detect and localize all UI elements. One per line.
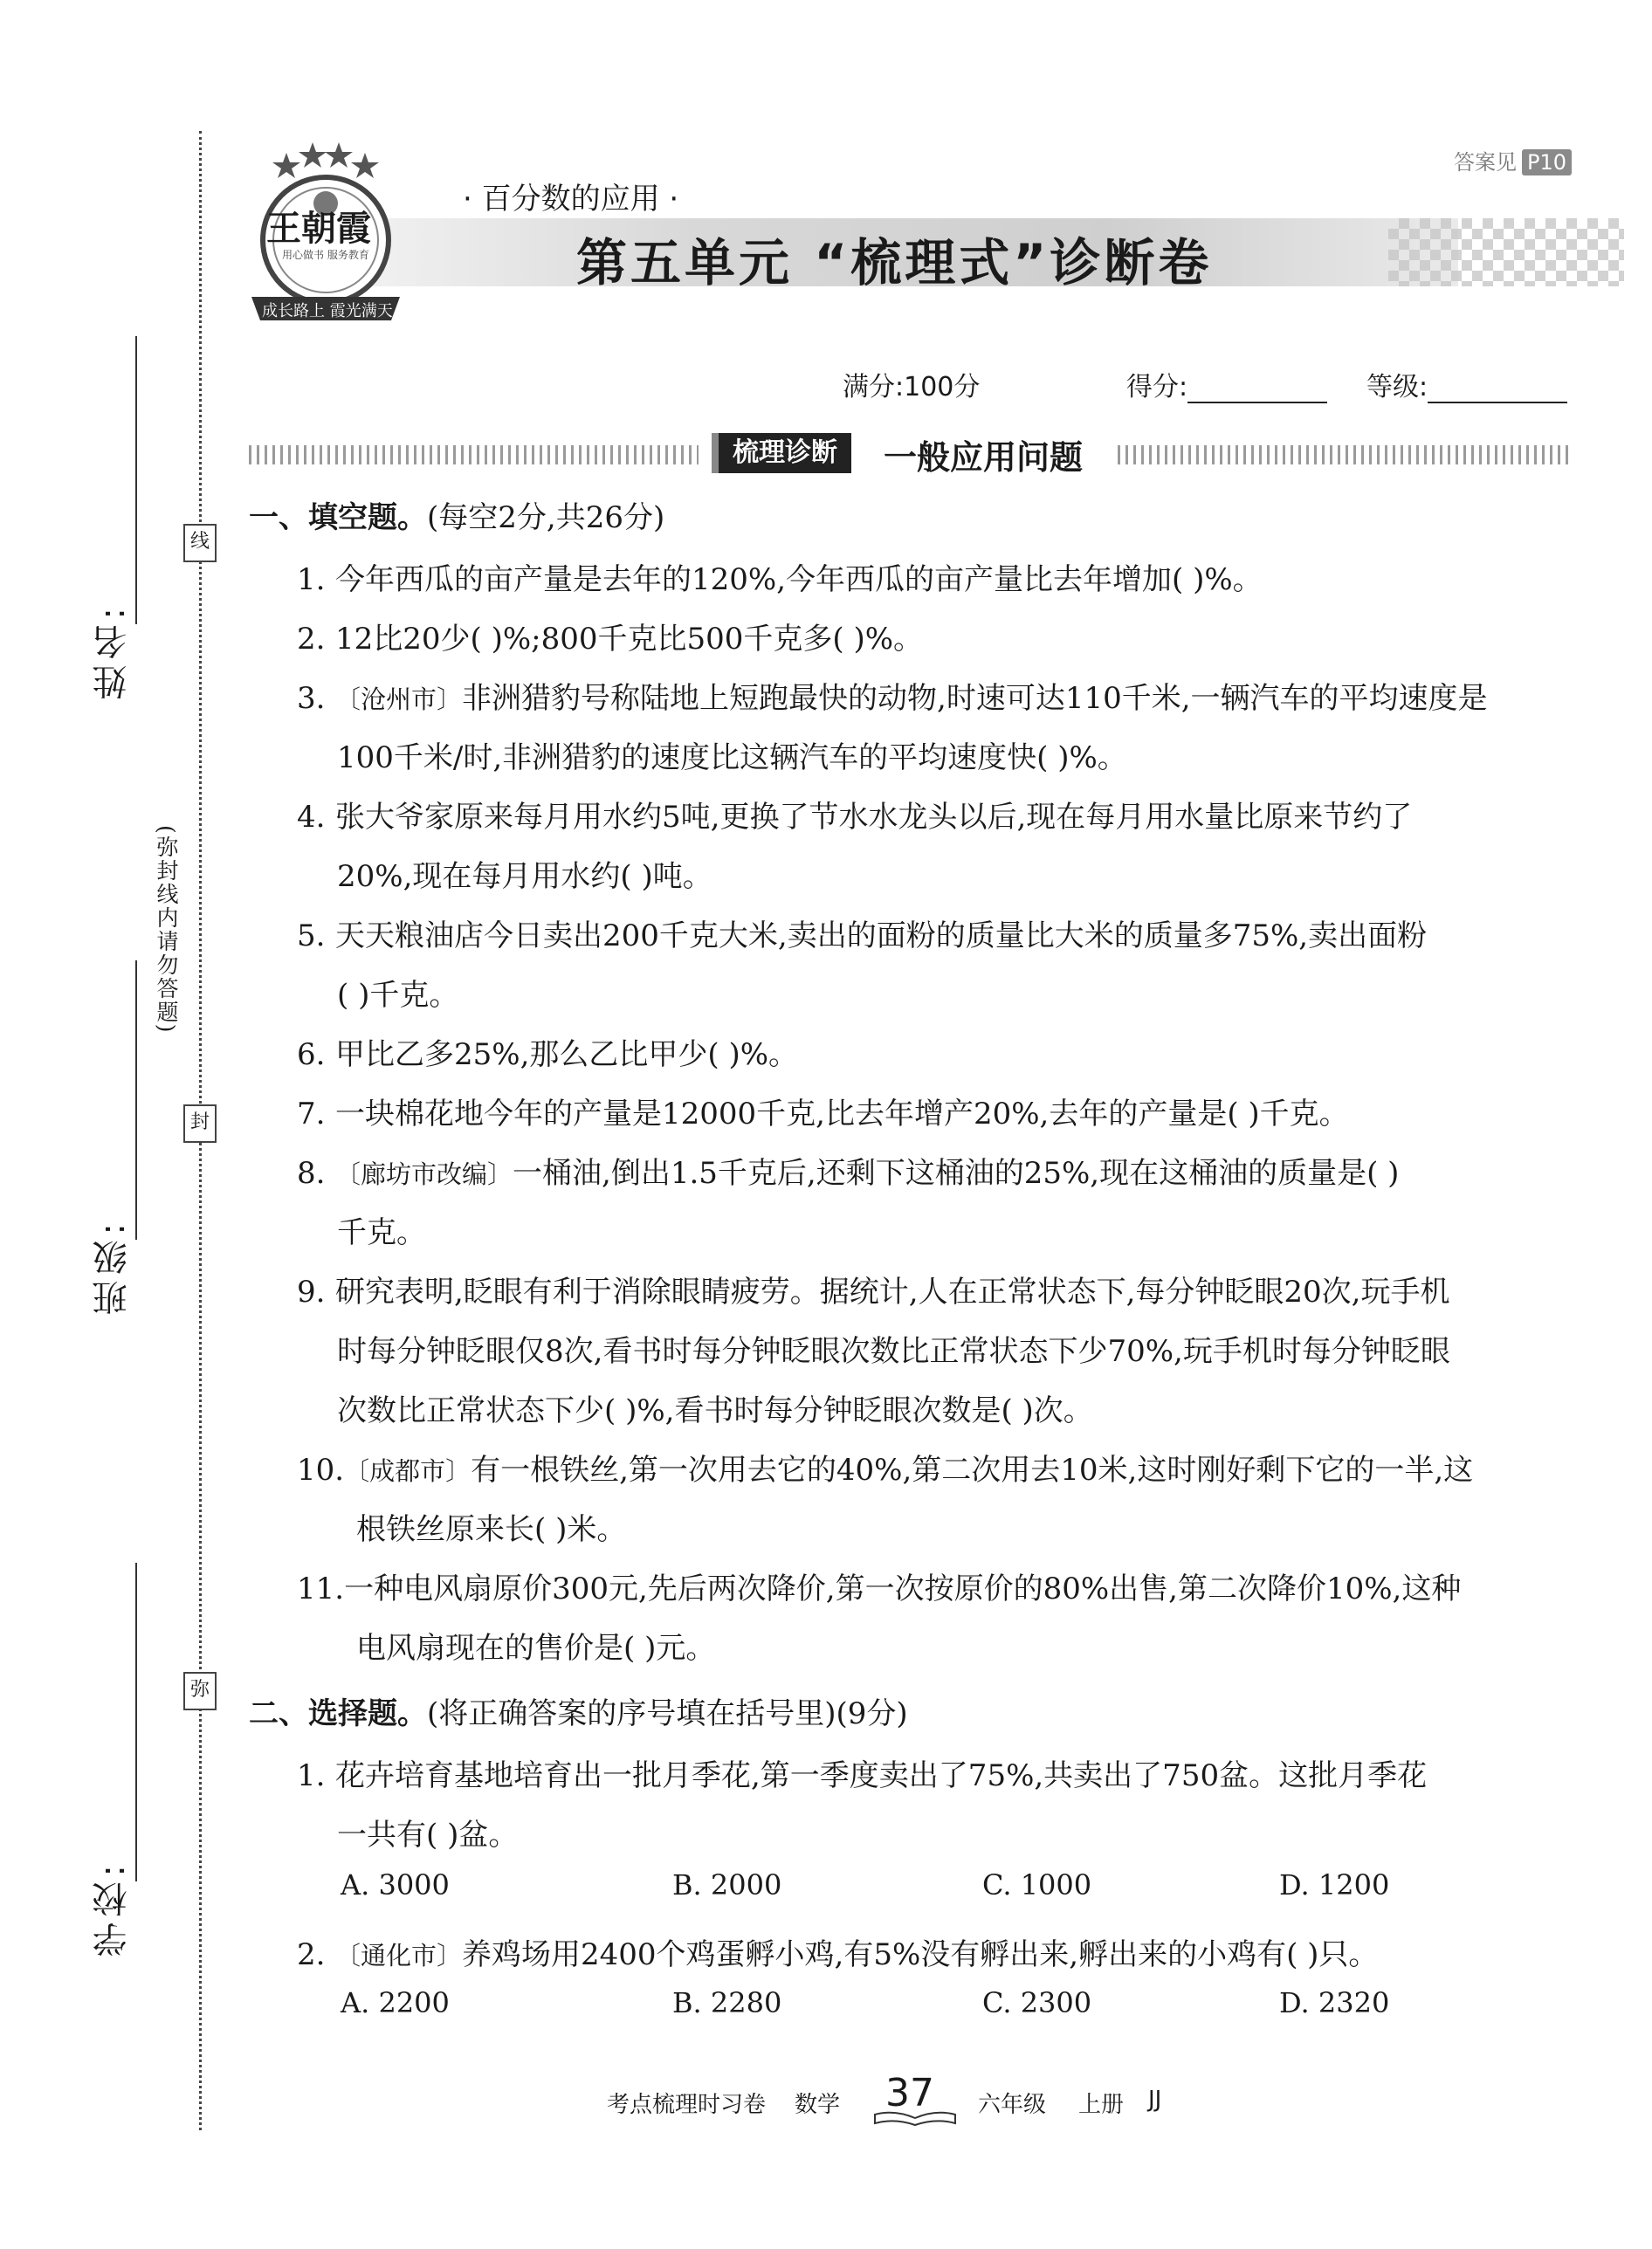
question-number: 9.: [297, 1275, 326, 1310]
seal-notice: (弥封线内请勿答题): [154, 825, 179, 1035]
option-c[interactable]: C. 2300: [982, 1986, 1092, 2019]
question-number: 7.: [297, 1097, 326, 1131]
section-badge: 梳理诊断: [719, 433, 851, 473]
option-b[interactable]: B. 2280: [672, 1986, 782, 2019]
question-1-7: [297, 1084, 1642, 1144]
question-number: 4.: [297, 800, 326, 835]
question-1-1: [297, 550, 1642, 609]
question-1-8-cont: 千克。: [337, 1215, 426, 1250]
region-tag: 〔成都市〕: [344, 1456, 472, 1486]
question-2-2-options: [341, 1986, 1563, 2030]
question-text[interactable]: 养鸡场用2400个鸡蛋孵小鸡,有5%没有孵出来,孵出来的小鸡有( )只。: [462, 1937, 1379, 1972]
name-field-line[interactable]: [135, 336, 137, 624]
name-label: 姓名:: [93, 602, 133, 700]
score-field[interactable]: [1126, 365, 1327, 403]
question-1-3: [297, 669, 1642, 729]
part2-heading-title: 二、选择题。: [249, 1696, 427, 1731]
option-a[interactable]: A. 2200: [341, 1986, 450, 2019]
footer-edition: JJ: [1148, 2087, 1162, 2113]
question-text: 一种电风扇原价300元,先后两次降价,第一次按原价的80%出售,第二次降价10%,这种: [344, 1572, 1462, 1606]
question-2-1-cont[interactable]: 一共有( )盆。: [337, 1818, 519, 1853]
answer-reference-label: 答案见: [1453, 150, 1517, 175]
checker-pattern: [1388, 218, 1624, 286]
footer-grade: 六年级: [978, 2092, 1047, 2118]
part2-heading-note: (将正确答案的序号填在括号里)(9分): [427, 1696, 908, 1731]
question-text: 有一根铁丝,第一次用去它的40%,第二次用去10米,这时刚好剩下它的一半,这: [471, 1453, 1474, 1488]
question-number: 5.: [297, 918, 326, 953]
question-text[interactable]: 一桶油,倒出1.5千克后,还剩下这桶油的25%,现在这桶油的质量是( ): [513, 1156, 1400, 1191]
question-text[interactable]: 甲比乙多25%,那么乙比甲少( )%。: [335, 1037, 799, 1072]
score-label: 得分:: [1126, 372, 1188, 402]
part1-heading: [249, 493, 664, 536]
region-tag: 〔通化市〕: [335, 1941, 463, 1970]
question-text: 研究表明,眨眼有利于消除眼睛疲劳。据统计,人在正常状态下,每分钟眨眼20次,玩手机: [335, 1275, 1450, 1310]
logo-motto: 用心做书 服务教育: [282, 249, 369, 261]
question-1-10: [297, 1441, 1642, 1501]
option-d[interactable]: D. 2320: [1279, 1986, 1390, 2019]
option-a[interactable]: A. 3000: [341, 1868, 450, 1902]
divider-left: [249, 445, 699, 464]
binding-mark-line: 线: [183, 524, 217, 562]
school-label: 学校:: [93, 1860, 133, 1957]
grade-field[interactable]: [1366, 365, 1567, 403]
class-label: 班级:: [93, 1218, 133, 1316]
question-number: 1.: [297, 562, 326, 597]
question-number: 2.: [297, 1937, 326, 1972]
question-number: 10.: [297, 1453, 345, 1488]
grade-label: 等级:: [1366, 372, 1428, 402]
footer-series: 考点梳理时习卷: [607, 2092, 767, 2118]
question-1-11: [297, 1559, 1642, 1619]
question-number: 1.: [297, 1758, 326, 1793]
footer-volume: 上册: [1078, 2092, 1125, 2118]
question-1-9-cont2[interactable]: 次数比正常状态下少( )%,看书时每分钟眨眼次数是( )次。: [337, 1393, 1093, 1428]
grade-blank[interactable]: [1428, 375, 1567, 403]
question-text[interactable]: 一块棉花地今年的产量是12000千克,比去年增产20%,去年的产量是( )千克。: [335, 1097, 1349, 1131]
question-text[interactable]: 今年西瓜的亩产量是去年的120%,今年西瓜的亩产量比去年增加( )%。: [335, 562, 1263, 597]
full-marks: 满分:100分: [843, 372, 981, 402]
question-2-1: [297, 1746, 1642, 1805]
question-number: 6.: [297, 1037, 326, 1072]
page-number: 37: [885, 2071, 934, 2115]
question-1-4: [297, 787, 1642, 847]
logo-slogan: 成长路上 霞光满天: [262, 302, 393, 320]
part1-heading-title: 一、填空题。: [249, 500, 427, 535]
binding-mark-seal: 封: [183, 1104, 217, 1143]
question-1-9-cont1: 时每分钟眨眼仅8次,看书时每分钟眨眼次数比正常状态下少70%,玩手机时每分钟眨眼: [337, 1334, 1450, 1369]
question-number: 8.: [297, 1156, 326, 1191]
question-number: 2.: [297, 622, 326, 657]
question-2-2: [297, 1925, 1642, 1985]
question-1-10-cont[interactable]: 根铁丝原来长( )米。: [356, 1512, 627, 1547]
region-tag: 〔廊坊市改编〕: [335, 1159, 513, 1189]
book-icon: [873, 2111, 957, 2127]
question-1-2: [297, 609, 1642, 669]
score-blank[interactable]: [1187, 375, 1327, 403]
region-tag: 〔沧州市〕: [335, 684, 463, 714]
question-2-1-options: [341, 1868, 1563, 1912]
question-1-5-cont[interactable]: ( )千克。: [337, 978, 459, 1013]
answer-page-badge: P10: [1522, 149, 1572, 175]
logo-brand-text: 王朝霞: [266, 208, 371, 249]
option-b[interactable]: B. 2000: [672, 1868, 782, 1902]
page-title: 第五单元 “梳理式”诊断卷: [576, 233, 1213, 292]
question-number: 3.: [297, 681, 326, 716]
section-title: 一般应用问题: [884, 438, 1084, 477]
unit-subtitle: · 百分数的应用 ·: [463, 182, 679, 217]
part2-heading: [249, 1689, 908, 1732]
answer-reference: [1454, 145, 1572, 175]
binding-mark-mi: 弥: [183, 1672, 217, 1710]
divider-right: [1118, 445, 1572, 464]
part1-heading-note: (每空2分,共26分): [427, 500, 665, 535]
question-text: 非洲猎豹号称陆地上短跑最快的动物,时速可达110千米,一辆汽车的平均速度是: [462, 681, 1488, 716]
question-text: 花卉培育基地培育出一批月季花,第一季度卖出了75%,共卖出了750盆。这批月季花: [335, 1758, 1428, 1793]
badge-edge: [712, 433, 719, 473]
footer-subject: 数学: [795, 2092, 841, 2118]
option-c[interactable]: C. 1000: [982, 1868, 1092, 1902]
question-number: 11.: [297, 1572, 345, 1606]
question-1-11-cont[interactable]: 电风扇现在的售价是( )元。: [356, 1631, 716, 1666]
class-field-line[interactable]: [135, 960, 137, 1240]
question-1-8: [297, 1144, 1642, 1204]
option-d[interactable]: D. 1200: [1279, 1868, 1390, 1902]
question-1-5: [297, 906, 1642, 966]
question-text: 张大爷家原来每月用水约5吨,更换了节水水龙头以后,现在每月用水量比原来节约了: [335, 800, 1413, 835]
question-1-9: [297, 1262, 1642, 1322]
question-1-6: [297, 1025, 1642, 1084]
question-1-3-cont[interactable]: 100千米/时,非洲猎豹的速度比这辆汽车的平均速度快( )%。: [337, 740, 1127, 775]
question-text: 天天粮油店今日卖出200千克大米,卖出的面粉的质量比大米的质量多75%,卖出面粉: [335, 918, 1428, 953]
question-text[interactable]: 12比20少( )%;800千克比500千克多( )%。: [335, 622, 924, 657]
school-field-line[interactable]: [135, 1563, 137, 1881]
question-1-4-cont[interactable]: 20%,现在每月用水约( )吨。: [337, 859, 712, 894]
